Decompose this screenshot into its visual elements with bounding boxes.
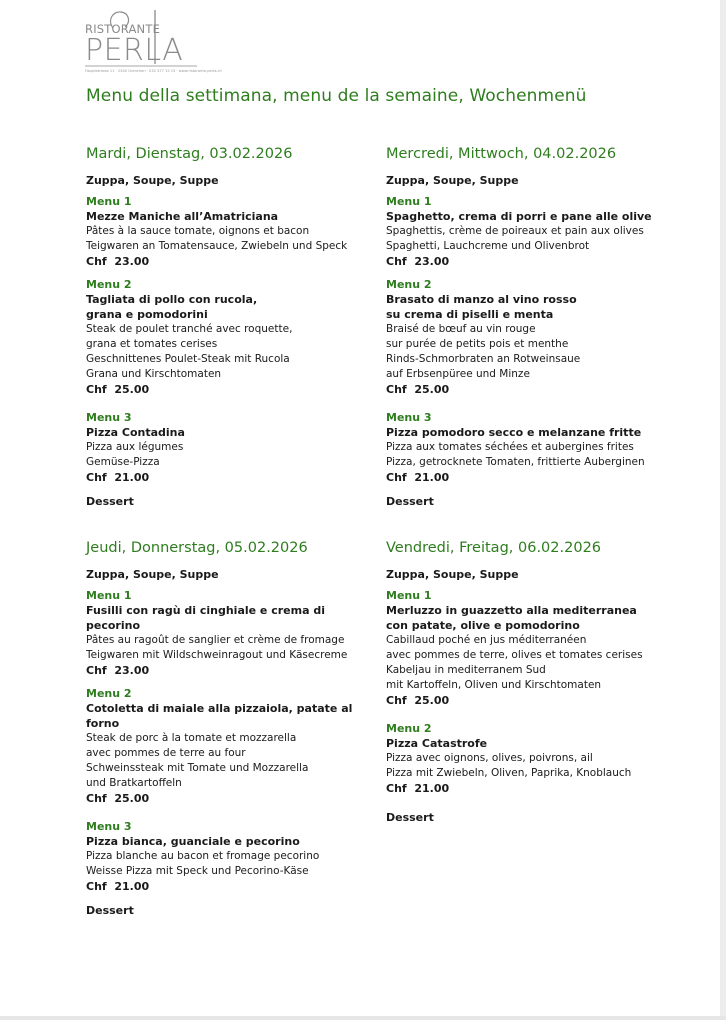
dish-description: Pâtes à la sauce tomate, oignons et bacon <box>86 225 310 237</box>
dish-description: Spaghettis, crème de poireaux et pain aux olives <box>386 225 644 237</box>
logo-ristorante-text: RISTORANTE <box>85 22 161 36</box>
day-column-wednesday <box>386 145 676 509</box>
dessert-line: Dessert <box>86 495 134 508</box>
dish-description: Pizza avec oignons, olives, poivrons, ail <box>386 752 593 764</box>
logo-perla-text: PERLA <box>85 33 184 68</box>
dish-description: grana et tomates cerises <box>86 338 218 350</box>
menu-label: Menu 3 <box>386 411 432 424</box>
page-title: Menu della settimana, menu de la semaine, Wochenmenü <box>86 86 587 106</box>
menu-block <box>386 195 676 269</box>
menu-block <box>86 687 376 806</box>
dish-description: Cabillaud poché en jus méditerranéen <box>386 634 587 646</box>
dish-description: und Bratkartoffeln <box>86 777 182 789</box>
dish-name: Spaghetto, crema di porri e pane alle olive <box>386 210 652 223</box>
menu-label: Menu 1 <box>86 195 132 208</box>
dish-description: Pizza blanche au bacon et fromage pecorino <box>86 850 320 862</box>
menu-block <box>86 411 376 485</box>
dish-description: Schweinssteak mit Tomate und Mozzarella <box>86 762 309 774</box>
dish-description: Teigwaren mit Wildschweinragout und Käsecreme <box>86 649 348 661</box>
menu-price: Chf 25.00 <box>86 792 150 805</box>
menu-block <box>86 195 376 269</box>
soup-line: Zuppa, Soupe, Suppe <box>386 568 519 581</box>
dish-name: Cotoletta di maiale alla pizzaiola, patate al forno <box>86 702 353 730</box>
menu-label: Menu 3 <box>86 820 132 833</box>
menu-price: Chf 25.00 <box>386 694 450 707</box>
menu-block <box>86 589 376 678</box>
dish-description: avec pommes de terre, olives et tomates cerises <box>386 649 643 661</box>
menu-block <box>386 722 676 796</box>
menu-price: Chf 25.00 <box>386 383 450 396</box>
dish-description: Weisse Pizza mit Speck und Pecorino-Käse <box>86 865 309 877</box>
dish-description: Braisé de bœuf au vin rouge <box>386 323 536 335</box>
page-edge <box>720 0 726 1020</box>
menu-price: Chf 21.00 <box>86 471 150 484</box>
soup-line: Zuppa, Soupe, Suppe <box>86 174 219 187</box>
day-column-thursday <box>86 539 376 918</box>
day-title: Mardi, Dienstag, 03.02.2026 <box>86 146 293 162</box>
dish-description: Spaghetti, Lauchcreme und Olivenbrot <box>386 240 590 252</box>
menu-block <box>86 278 376 397</box>
dish-description: Rinds-Schmorbraten an Rotweinsaue <box>386 353 581 365</box>
dish-name: su crema di piselli e menta <box>386 308 554 321</box>
dish-name: Pizza bianca, guanciale e pecorino <box>86 835 300 848</box>
dessert-line: Dessert <box>86 904 134 917</box>
menu-price: Chf 21.00 <box>386 782 450 795</box>
dish-description: sur purée de petits pois et menthe <box>386 338 569 350</box>
dish-name: Mezze Maniche all’Amatriciana <box>86 210 279 223</box>
dish-description: Pâtes au ragoût de sanglier et crème de fromage <box>86 634 345 646</box>
dish-description: Gemüse-Pizza <box>86 456 160 468</box>
dish-name: Pizza pomodoro secco e melanzane fritte <box>386 426 642 439</box>
dessert-line: Dessert <box>386 495 434 508</box>
day-column-friday <box>386 539 676 825</box>
menu-block <box>386 278 676 397</box>
menu-label: Menu 2 <box>386 722 432 735</box>
menu-block <box>86 820 376 894</box>
menu-price: Chf 23.00 <box>86 255 150 268</box>
dish-description: Pizza mit Zwiebeln, Oliven, Paprika, Knoblauch <box>386 767 632 779</box>
menu-block <box>386 589 676 708</box>
dish-description: avec pommes de terre au four <box>86 747 246 759</box>
dish-name: Pizza Contadina <box>86 426 185 439</box>
dish-name: Fusilli con ragù di cinghiale e crema di pecorino <box>86 604 325 632</box>
dish-name: Pizza Catastrofe <box>386 737 488 750</box>
soup-line: Zuppa, Soupe, Suppe <box>86 568 219 581</box>
dish-description: Teigwaren an Tomatensauce, Zwiebeln und Speck <box>86 240 348 252</box>
menu-price: Chf 21.00 <box>386 471 450 484</box>
day-title: Mercredi, Mittwoch, 04.02.2026 <box>386 146 617 162</box>
dish-description: Geschnittenes Poulet-Steak mit Rucola <box>86 353 290 365</box>
dish-description: Grana und Kirschtomaten <box>86 368 222 380</box>
menu-label: Menu 1 <box>386 195 432 208</box>
dish-description: Pizza, getrocknete Tomaten, frittierte Auberginen <box>386 456 645 468</box>
dish-description: auf Erbsenpüree und Minze <box>386 368 530 380</box>
dish-description: Pizza aux légumes <box>86 441 184 453</box>
dish-description: Steak de porc à la tomate et mozzarella <box>86 732 297 744</box>
day-title: Vendredi, Freitag, 06.02.2026 <box>386 540 602 556</box>
dessert-line: Dessert <box>386 811 434 824</box>
day-column-tuesday <box>86 145 376 509</box>
logo-address: Hauptstrasse 11 · 2540 Grenchen · 032 377 15 15 · www.ristorante-perla.ch <box>85 69 222 73</box>
dish-name: Tagliata di pollo con rucola, <box>86 293 258 306</box>
dish-name: con patate, olive e pomodorino <box>386 619 580 632</box>
soup-line: Zuppa, Soupe, Suppe <box>386 174 519 187</box>
menu-label: Menu 2 <box>386 278 432 291</box>
menu-label: Menu 1 <box>86 589 132 602</box>
menu-label: Menu 2 <box>86 687 132 700</box>
menu-price: Chf 25.00 <box>86 383 150 396</box>
day-title: Jeudi, Donnerstag, 05.02.2026 <box>86 540 308 556</box>
dish-name: grana e pomodorini <box>86 308 208 321</box>
restaurant-logo <box>85 8 222 78</box>
dish-description: Steak de poulet tranché avec roquette, <box>86 323 293 335</box>
dish-description: Pizza aux tomates séchées et aubergines frites <box>386 441 634 453</box>
dish-name: Merluzzo in guazzetto alla mediterranea <box>386 604 637 617</box>
menu-label: Menu 3 <box>86 411 132 424</box>
menu-label: Menu 1 <box>386 589 432 602</box>
menu-price: Chf 23.00 <box>386 255 450 268</box>
dish-name: Brasato di manzo al vino rosso <box>386 293 577 306</box>
dish-description: mit Kartoffeln, Oliven und Kirschtomaten <box>386 679 602 691</box>
dish-description: Kabeljau in mediterranem Sud <box>386 664 546 676</box>
menu-price: Chf 21.00 <box>86 880 150 893</box>
menu-block <box>386 411 676 485</box>
menu-price: Chf 23.00 <box>86 664 150 677</box>
menu-label: Menu 2 <box>86 278 132 291</box>
bottom-edge <box>0 1016 726 1020</box>
